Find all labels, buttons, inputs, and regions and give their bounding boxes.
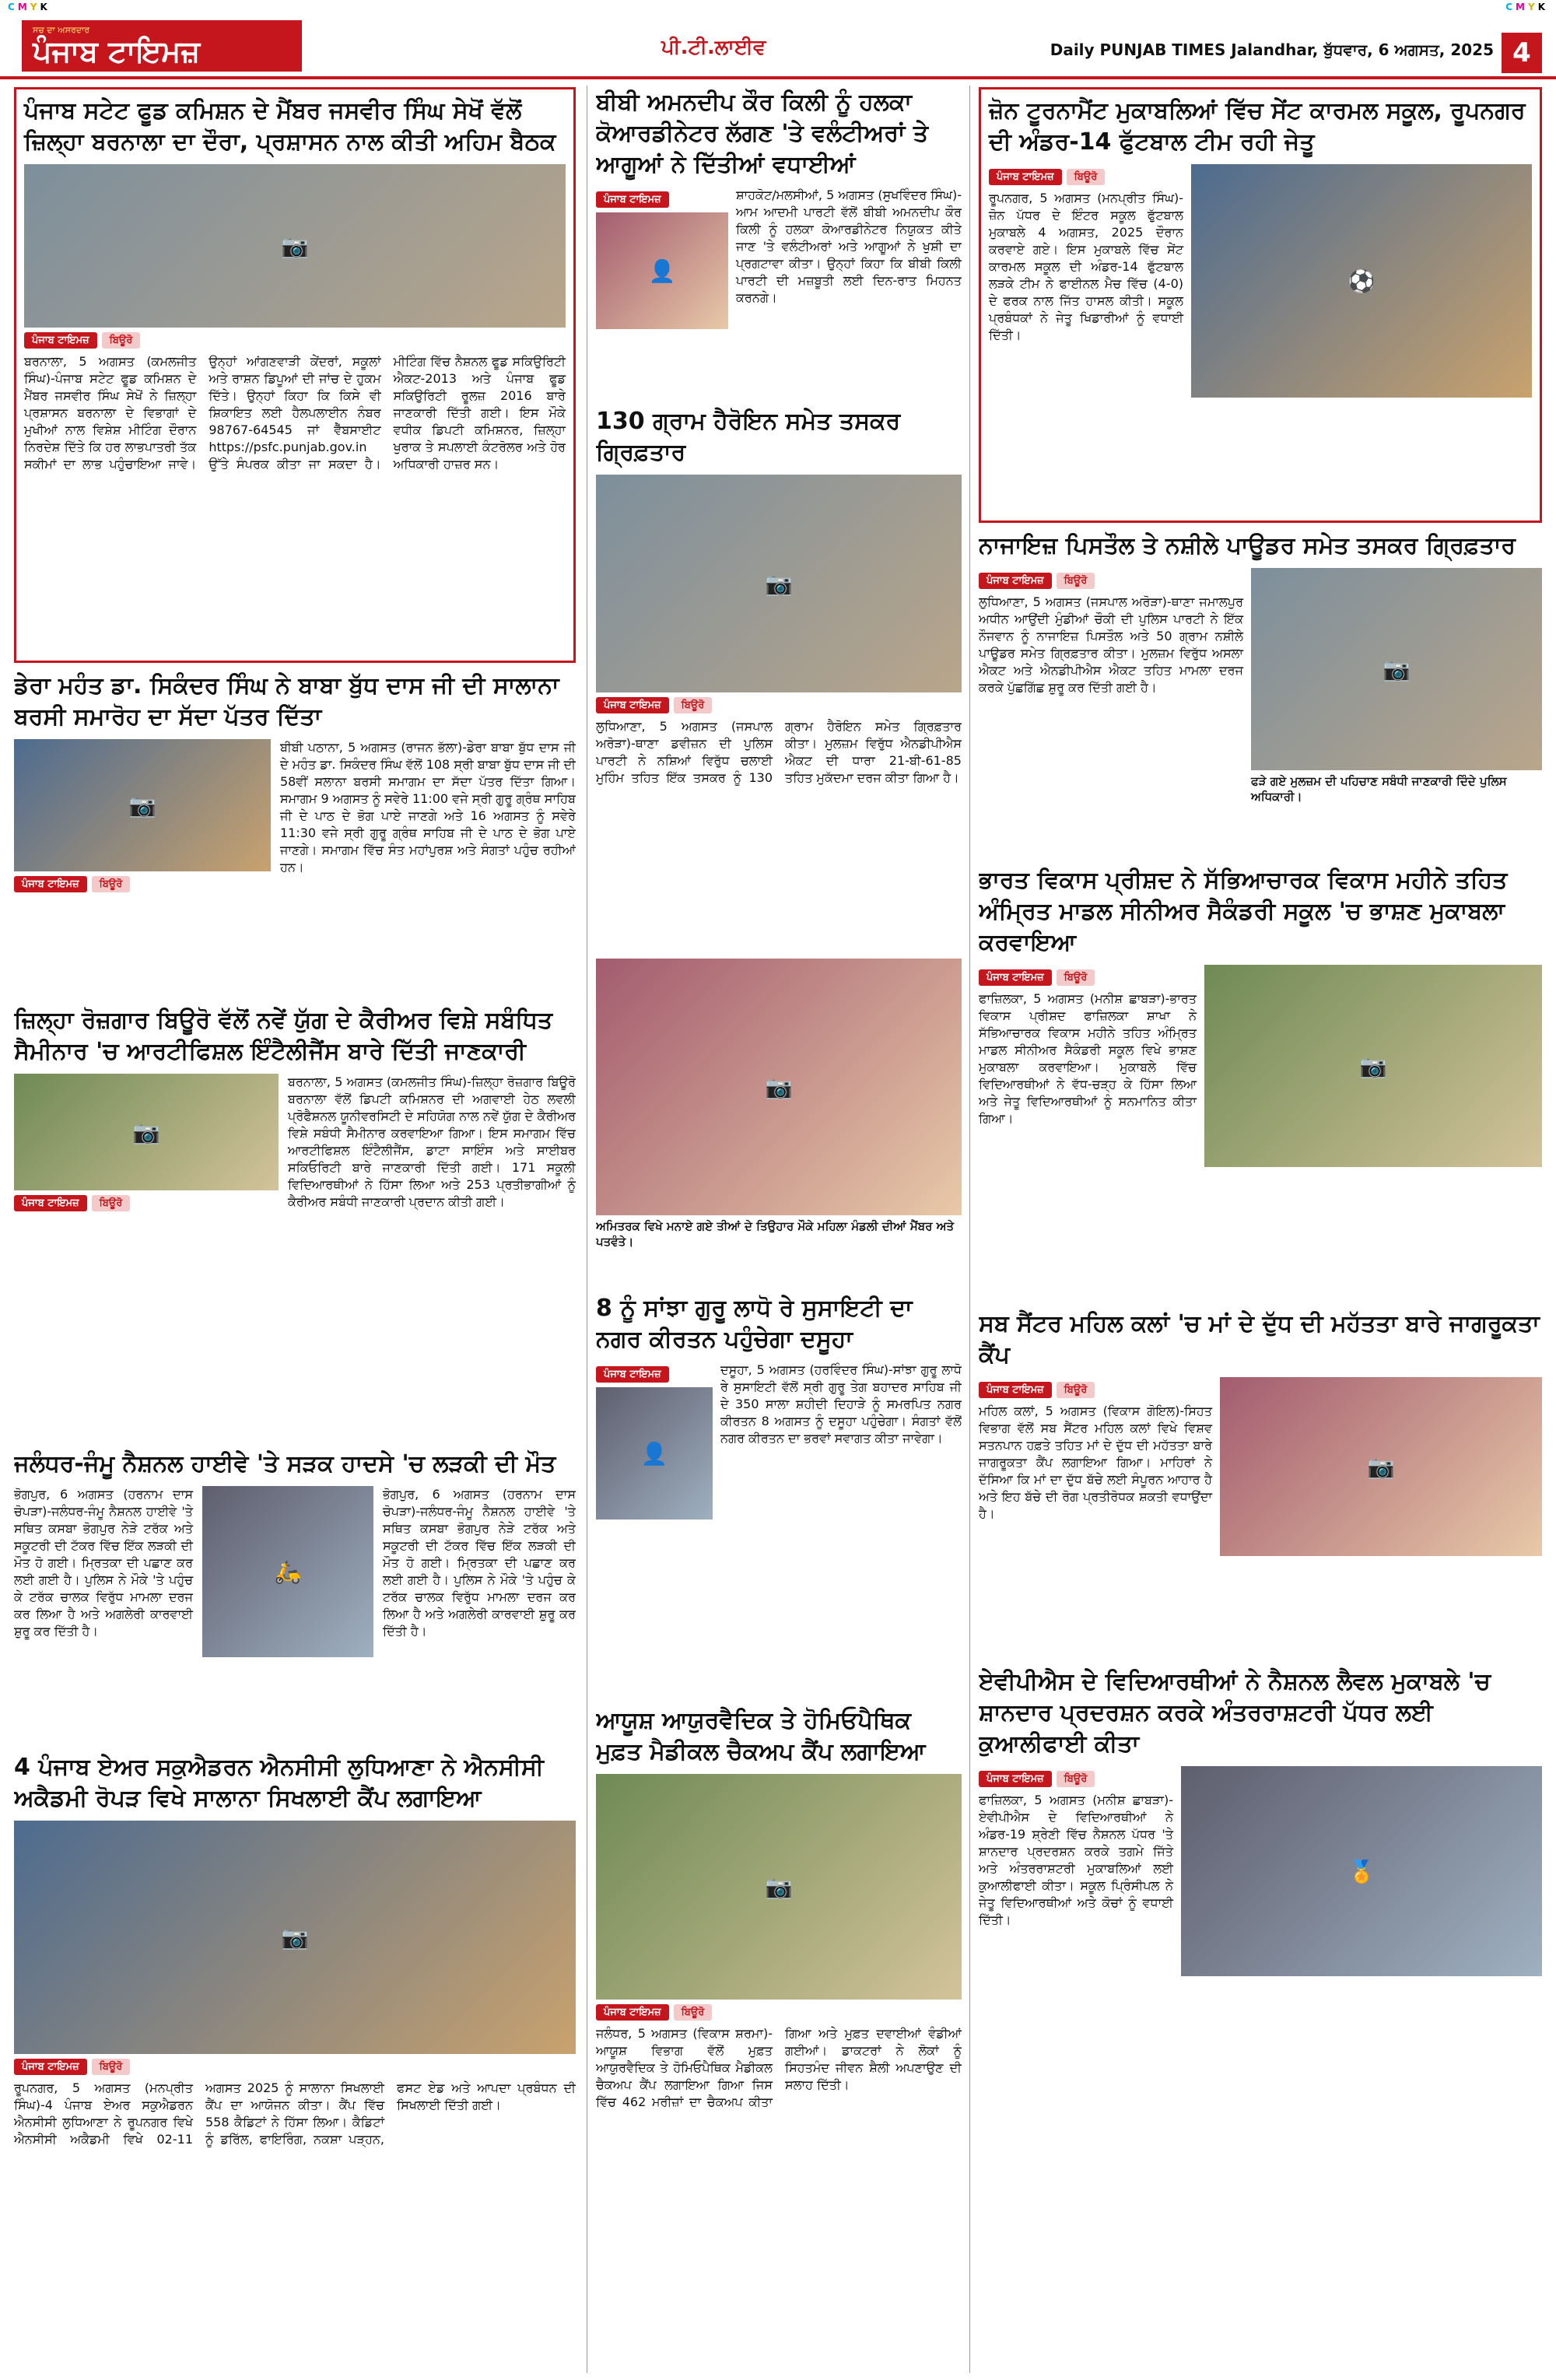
article-breastfeeding bbox=[979, 1309, 1542, 1659]
article-body-continued: ਭੋਗਪੁਰ, 6 ਅਗਸਤ (ਹਰਨਾਮ ਦਾਸ ਚੋਪੜਾ)-ਜਲੰਧਰ-ਜੰਮੂ ਨੈਸ਼ਨਲ ਹਾਈਵੇ 'ਤੇ ਸਥਿਤ ਕਸਬਾ ਭੋਗਪੁਰ ਨੇੜੇ ਟਰੱਕ ਅਤੇ ਸਕੂਟਰੀ ਦੀ ਟੱਕਰ ਵਿੱਚ ਇੱਕ ਲੜਕੀ ਦੀ ਮੌਤ ਹੋ ਗਈ। ਮ੍ਰਿਤਕਾ ਦੀ ਪਛਾਣ ਕਰ ਲਈ ਗਈ ਹੈ। ਪੁਲਿਸ ਨੇ ਮੌਕੇ 'ਤੇ ਪਹੁੰਚ ਕੇ ਟਰੱਕ ਚਾਲਕ ਵਿਰੁੱਧ ਮਾਮਲਾ ਦਰਜ ਕਰ ਲਿਆ ਹੈ ਅਤੇ ਅਗਲੇਰੀ ਕਾਰਵਾਈ ਸ਼ੁਰੂ ਕਰ ਦਿੱਤੀ ਹੈ। bbox=[383, 1487, 576, 1639]
headline: ਬੀਬੀ ਅਮਨਦੀਪ ਕੌਰ ਕਿਲੀ ਨੂੰ ਹਲਕਾ ਕੋਆਰਡੀਨੇਟਰ ਲੱਗਣ 'ਤੇ ਵਲੰਟੀਅਰਾਂ ਤੇ ਆਗੂਆਂ ਨੇ ਦਿੱਤੀਆਂ ਵਧਾਈਆਂ bbox=[596, 89, 929, 178]
medal-winners-photo: 🏅 bbox=[1181, 1766, 1542, 1976]
column-rule bbox=[969, 86, 970, 2373]
teeyan-festival-photo: 📷 bbox=[596, 959, 962, 1215]
byline: ਪੰਜਾਬ ਟਾਇਮਜ਼ ਬਿਊਰੋ bbox=[979, 969, 1197, 986]
portrait-photo: 👤 bbox=[596, 212, 728, 329]
headline: 4 ਪੰਜਾਬ ਏਅਰ ਸਕੁਐਡਰਨ ਐਨਸੀਸੀ ਲੁਧਿਆਣਾ ਨੇ ਐਨਸੀਸੀ ਅਕੈਡਮੀ ਰੋਪੜ ਵਿਖੇ ਸਾਲਾਨਾ ਸਿਖਲਾਈ ਕੈਂਪ ਲਗਾਇਆ bbox=[14, 1754, 544, 1812]
cmyk-marks-right: CMYK bbox=[1505, 2, 1548, 12]
students-photo: 📷 bbox=[1204, 965, 1542, 1167]
print-strip bbox=[0, 0, 1556, 14]
article-body: ਮਹਿਲ ਕਲਾਂ, 5 ਅਗਸਤ (ਵਿਕਾਸ ਗੋਇਲ)-ਸਿਹਤ ਵਿਭਾਗ ਵੱਲੋਂ ਸਬ ਸੈਂਟਰ ਮਹਿਲ ਕਲਾਂ ਵਿਖੇ ਵਿਸ਼ਵ ਸਤਨਪਾਨ ਹਫ਼ਤੇ ਤਹਿਤ ਮਾਂ ਦੇ ਦੁੱਧ ਦੀ ਮਹੱਤਤਾ ਬਾਰੇ ਜਾਗਰੂਕਤਾ ਕੈਂਪ ਲਗਾਇਆ ਗਿਆ। ਮਾਹਿਰਾਂ ਨੇ ਦੱਸਿਆ ਕਿ ਮਾਂ ਦਾ ਦੁੱਧ ਬੱਚੇ ਲਈ ਸੰਪੂਰਨ ਆਹਾਰ ਹੈ ਅਤੇ ਇਹ ਬੱਚੇ ਦੀ ਰੋਗ ਪ੍ਰਤੀਰੋਧਕ ਸ਼ਕਤੀ ਵਧਾਉਂਦਾ ਹੈ। bbox=[979, 1404, 1212, 1521]
police-photo: 📷 bbox=[1251, 568, 1542, 770]
article-food-commission bbox=[14, 87, 576, 663]
byline: ਪੰਜਾਬ ਟਾਇਮਜ਼ ਬਿਊਰੋ bbox=[14, 1195, 279, 1211]
article-body: ਰੂਪਨਗਰ, 5 ਅਗਸਤ (ਮਨਪ੍ਰੀਤ ਸਿੰਘ)-ਜ਼ੋਨ ਪੱਧਰ ਦੇ ਇੰਟਰ ਸਕੂਲ ਫੁੱਟਬਾਲ ਮੁਕਾਬਲੇ 4 ਅਗਸਤ, 2025 ਦੌਰਾਨ ਕਰਵਾਏ ਗਏ। ਇਸ ਮੁਕਾਬਲੇ ਵਿੱਚ ਸੇਂਟ ਕਾਰਮਲ ਸਕੂਲ ਦੀ ਅੰਡਰ-14 ਫੁੱਟਬਾਲ ਲੜਕੇ ਟੀਮ ਨੇ ਫਾਈਨਲ ਮੈਚ ਵਿੱਚ (4-0) ਦੇ ਫਰਕ ਨਾਲ ਜਿੱਤ ਹਾਸਲ ਕੀਤੀ। ਸਕੂਲ ਪ੍ਰਬੰਧਕਾਂ ਨੇ ਜੇਤੂ ਖਿਡਾਰੀਆਂ ਨੂੰ ਵਧਾਈ ਦਿੱਤੀ। bbox=[989, 191, 1183, 342]
article-career-seminar bbox=[14, 1005, 576, 1441]
news-photo: 📷 bbox=[24, 164, 566, 328]
headline: ਜਲੰਧਰ-ਜੰਮੂ ਨੈਸ਼ਨਲ ਹਾਈਵੇ 'ਤੇ ਸੜਕ ਹਾਦਸੇ 'ਚ ਲੜਕੀ ਦੀ ਮੌਤ bbox=[14, 1450, 556, 1477]
section-title: ਪੀ.ਟੀ.ਲਾਈਵ bbox=[661, 36, 766, 59]
headline: ਜ਼ੋਨ ਟੂਰਨਾਮੈਂਟ ਮੁਕਾਬਲਿਆਂ ਵਿੱਚ ਸੇਂਟ ਕਾਰਮਲ ਸਕੂਲ, ਰੂਪਨਗਰ ਦੀ ਅੰਡਰ-14 ਫੁੱਟਬਾਲ ਟੀਮ ਰਹੀ ਜੇਤੂ bbox=[989, 97, 1526, 156]
article-body: ਬਰਨਾਲਾ, 5 ਅਗਸਤ (ਕਮਲਜੀਤ ਸਿੰਘ)-ਪੰਜਾਬ ਸਟੇਟ ਫੂਡ ਕਮਿਸ਼ਨ ਦੇ ਮੈਂਬਰ ਜਸਵੀਰ ਸਿੰਘ ਸੇਖੋਂ ਨੇ ਜ਼ਿਲ੍ਹਾ ਪ੍ਰਸ਼ਾਸਨ ਬਰਨਾਲਾ ਦੇ ਵਿਭਾਗਾਂ ਦੇ ਮੁਖੀਆਂ ਨਾਲ ਵਿਸ਼ੇਸ਼ ਮੀਟਿੰਗ ਦੌਰਾਨ ਨਿਰਦੇਸ਼ ਦਿੱਤੇ ਕਿ ਹਰ ਲਾਭਪਾਤਰੀ ਤੱਕ ਸਕੀਮਾਂ ਦਾ ਲਾਭ ਪਹੁੰਚਾਇਆ ਜਾਵੇ। ਉਨ੍ਹਾਂ ਆਂਗਣਵਾੜੀ ਕੇਂਦਰਾਂ, ਸਕੂਲਾਂ ਅਤੇ ਰਾਸ਼ਨ ਡਿਪੂਆਂ ਦੀ ਜਾਂਚ ਦੇ ਹੁਕਮ ਦਿੱਤੇ। ਉਨ੍ਹਾਂ ਕਿਹਾ ਕਿ ਕਿਸੇ ਵੀ ਸ਼ਿਕਾਇਤ ਲਈ ਹੈਲਪਲਾਈਨ ਨੰਬਰ 98767-64545 ਜਾਂ ਵੈੱਬਸਾਈਟ https://psfc.punjab.gov.in ਉੱਤੇ ਸੰਪਰਕ ਕੀਤਾ ਜਾ ਸਕਦਾ ਹੈ। ਮੀਟਿੰਗ ਵਿੱਚ ਨੈਸ਼ਨਲ ਫੂਡ ਸਕਿਉਰਿਟੀ ਐਕਟ-2013 ਅਤੇ ਪੰਜਾਬ ਫੂਡ ਸਕਿਉਰਿਟੀ ਰੂਲਜ਼ 2016 ਬਾਰੇ ਜਾਣਕਾਰੀ ਦਿੱਤੀ ਗਈ। ਇਸ ਮੌਕੇ ਵਧੀਕ ਡਿਪਟੀ ਕਮਿਸ਼ਨਰ, ਜ਼ਿਲ੍ਹਾ ਖੁਰਾਕ ਤੇ ਸਪਲਾਈ ਕੰਟਰੋਲਰ ਅਤੇ ਹੋਰ ਅਧਿਕਾਰੀ ਹਾਜ਼ਰ ਸਨ। bbox=[24, 354, 566, 471]
article-ayush-camp bbox=[596, 1705, 962, 2375]
article-ncc-camp bbox=[14, 1752, 576, 2375]
masthead bbox=[0, 16, 1556, 79]
football-team-photo: ⚽ bbox=[1191, 164, 1532, 398]
news-photo: 📷 bbox=[14, 739, 271, 871]
article-body: ਬੀਬੀ ਪਠਾਨਾ, 5 ਅਗਸਤ (ਰਾਜਨ ਭੱਲਾ)-ਡੇਰਾ ਬਾਬਾ ਬੁੱਧ ਦਾਸ ਜੀ ਦੇ ਮਹੰਤ ਡਾ. ਸਿਕੰਦਰ ਸਿੰਘ ਵੱਲੋਂ 108 ਸ੍ਰੀ ਬਾਬਾ ਬੁੱਧ ਦਾਸ ਜੀ ਦੀ 58ਵੀਂ ਸਲਾਨਾ ਬਰਸੀ ਸਮਾਗਮ ਦਾ ਸੱਦਾ ਪੱਤਰ ਦਿੱਤਾ ਗਿਆ। ਸਮਾਗਮ 9 ਅਗਸਤ ਨੂੰ ਸਵੇਰੇ 11:00 ਵਜੇ ਸ੍ਰੀ ਗੁਰੂ ਗ੍ਰੰਥ ਸਾਹਿਬ ਜੀ ਦੇ ਪਾਠ ਦੇ ਭੋਗ ਪਾਏ ਜਾਣਗੇ ਅਤੇ 16 ਅਗਸਤ ਨੂੰ ਸਵੇਰੇ 11:30 ਵਜੇ ਸ੍ਰੀ ਗੁਰੂ ਗ੍ਰੰਥ ਸਾਹਿਬ ਜੀ ਦੇ ਪਾਠ ਦੇ ਭੋਗ ਪਾਏ ਜਾਣਗੇ। ਸਮਾਗਮ ਵਿੱਚ ਸੰਤ ਮਹਾਂਪੁਰਸ਼ ਅਤੇ ਸੰਗਤਾਂ ਪਹੁੰਚ ਰਹੀਆਂ ਹਨ। bbox=[280, 740, 576, 875]
article-body: ਦਸੂਹਾ, 5 ਅਗਸਤ (ਹਰਵਿੰਦਰ ਸਿੰਘ)-ਸਾਂਝਾ ਗੁਰੂ ਲਾਧੋ ਰੇ ਸੁਸਾਇਟੀ ਵੱਲੋਂ ਸ੍ਰੀ ਗੁਰੂ ਤੇਗ ਬਹਾਦਰ ਸਾਹਿਬ ਜੀ ਦੇ 350 ਸਾਲਾ ਸ਼ਹੀਦੀ ਦਿਹਾੜੇ ਨੂੰ ਸਮਰਪਿਤ ਨਗਰ ਕੀਰਤਨ 8 ਅਗਸਤ ਨੂੰ ਦਸੂਹਾ ਪਹੁੰਚੇਗਾ। ਸੰਗਤਾਂ ਵੱਲੋਂ ਨਗਰ ਕੀਰਤਨ ਦਾ ਭਰਵਾਂ ਸਵਾਗਤ ਕੀਤਾ ਜਾਵੇਗਾ। bbox=[720, 1362, 962, 1446]
logo-name: ਪੰਜਾਬ ਟਾਇਮਜ਼ bbox=[33, 34, 201, 68]
accident-photo: 🛵 bbox=[202, 1486, 373, 1657]
article-highway-accident bbox=[14, 1449, 576, 1744]
logo-tagline: ਸਚ ਦਾ ਅਸਰਦਾਰ bbox=[33, 25, 90, 35]
article-body: ਲੁਧਿਆਣਾ, 5 ਅਗਸਤ (ਜਸਪਾਲ ਅਰੋੜਾ)-ਥਾਣਾ ਜਮਾਲਪੁਰ ਅਧੀਨ ਆਉਂਦੀ ਮੁੰਡੀਆਂ ਚੌਕੀ ਦੀ ਪੁਲਿਸ ਪਾਰਟੀ ਨੇ ਇੱਕ ਨੌਜਵਾਨ ਨੂੰ ਨਾਜਾਇਜ਼ ਪਿਸਤੌਲ ਅਤੇ 50 ਗ੍ਰਾਮ ਨਸ਼ੀਲੇ ਪਾਊਡਰ ਸਮੇਤ ਗ੍ਰਿਫ਼ਤਾਰ ਕੀਤਾ। ਮੁਲਜ਼ਮ ਵਿਰੁੱਧ ਅਸਲਾ ਐਕਟ ਅਤੇ ਐਨਡੀਪੀਐਸ ਐਕਟ ਤਹਿਤ ਮਾਮਲਾ ਦਰਜ ਕਰਕੇ ਪੁੱਛਗਿੱਛ ਸ਼ੁਰੂ ਕਰ ਦਿੱਤੀ ਗਈ ਹੈ। bbox=[979, 594, 1243, 695]
article-pistol bbox=[979, 531, 1542, 857]
article-body: ਲੁਧਿਆਣਾ, 5 ਅਗਸਤ (ਜਸਪਾਲ ਅਰੋੜਾ)-ਥਾਣਾ ਡਵੀਜ਼ਨ ਦੀ ਪੁਲਿਸ ਪਾਰਟੀ ਨੇ ਨਸ਼ਿਆਂ ਵਿਰੁੱਧ ਚਲਾਈ ਮੁਹਿੰਮ ਤਹਿਤ ਇੱਕ ਤਸਕਰ ਨੂੰ 130 ਗ੍ਰਾਮ ਹੈਰੋਇਨ ਸਮੇਤ ਗ੍ਰਿਫ਼ਤਾਰ ਕੀਤਾ। ਮੁਲਜ਼ਮ ਵਿਰੁੱਧ ਐਨਡੀਪੀਐਸ ਐਕਟ ਦੀ ਧਾਰਾ 21-ਬੀ-61-85 ਤਹਿਤ ਮੁਕੱਦਮਾ ਦਰਜ ਕੀਤਾ ਗਿਆ ਹੈ। bbox=[596, 719, 962, 785]
article-dera-mahant bbox=[14, 671, 576, 997]
ncc-cadets-photo: 📷 bbox=[14, 1821, 576, 2054]
byline: ਪੰਜਾਬ ਟਾਇਮਜ਼ ਬਿਊਰੋ bbox=[596, 2004, 962, 2021]
byline: ਪੰਜਾਬ ਟਾਇਮਜ਼ ਬਿਊਰੋ bbox=[14, 2059, 576, 2075]
headline: ਡੇਰਾ ਮਹੰਤ ਡਾ. ਸਿਕੰਦਰ ਸਿੰਘ ਨੇ ਬਾਬਾ ਬੁੱਧ ਦਾਸ ਜੀ ਦੀ ਸਾਲਾਨਾ ਬਰਸੀ ਸਮਾਰੋਹ ਦਾ ਸੱਦਾ ਪੱਤਰ ਦਿੱਤਾ bbox=[14, 672, 559, 731]
article-body: ਜਲੰਧਰ, 5 ਅਗਸਤ (ਵਿਕਾਸ ਸ਼ਰਮਾ)-ਆਯੂਸ਼ ਵਿਭਾਗ ਵੱਲੋਂ ਮੁਫ਼ਤ ਆਯੁਰਵੈਦਿਕ ਤੇ ਹੋਮਿਓਪੈਥਿਕ ਮੈਡੀਕਲ ਚੈਕਅਪ ਕੈਂਪ ਲਗਾਇਆ ਗਿਆ ਜਿਸ ਵਿੱਚ 462 ਮਰੀਜ਼ਾਂ ਦਾ ਚੈਕਅਪ ਕੀਤਾ ਗਿਆ ਅਤੇ ਮੁਫ਼ਤ ਦਵਾਈਆਂ ਵੰਡੀਆਂ ਗਈਆਂ। ਡਾਕਟਰਾਂ ਨੇ ਲੋਕਾਂ ਨੂੰ ਸਿਹਤਮੰਦ ਜੀਵਨ ਸ਼ੈਲੀ ਅਪਣਾਉਣ ਦੀ ਸਲਾਹ ਦਿੱਤੀ। bbox=[596, 2026, 962, 2109]
headline: ਸਬ ਸੈਂਟਰ ਮਹਿਲ ਕਲਾਂ 'ਚ ਮਾਂ ਦੇ ਦੁੱਧ ਦੀ ਮਹੱਤਤਾ ਬਾਰੇ ਜਾਗਰੂਕਤਾ ਕੈਂਪ bbox=[979, 1310, 1540, 1369]
article-valentines bbox=[596, 87, 962, 398]
photo-caption: ਫੜੇ ਗਏ ਮੁਲਜ਼ਮ ਦੀ ਪਹਿਚਾਣ ਸਬੰਧੀ ਜਾਣਕਾਰੀ ਦਿੰਦੇ ਪੁਲਿਸ ਅਧਿਕਾਰੀ। bbox=[1251, 774, 1507, 804]
headline: ਜ਼ਿਲ੍ਹਾ ਰੋਜ਼ਗਾਰ ਬਿਊਰੋ ਵੱਲੋਂ ਨਵੇਂ ਯੁੱਗ ਦੇ ਕੈਰੀਅਰ ਵਿਸ਼ੇ ਸਬੰਧਿਤ ਸੈਮੀਨਾਰ 'ਚ ਆਰਟੀਫਿਸ਼ਲ ਇੰਟੈਲੀਜੈਂਸ ਬਾਰੇ ਦਿੱਤੀ ਜਾਣਕਾਰੀ bbox=[14, 1007, 553, 1065]
cmyk-marks-left: CMYK bbox=[8, 2, 51, 12]
headline: ਭਾਰਤ ਵਿਕਾਸ ਪ੍ਰੀਸ਼ਦ ਨੇ ਸੱਭਿਆਚਾਰਕ ਵਿਕਾਸ ਮਹੀਨੇ ਤਹਿਤ ਅੰਮ੍ਰਿਤ ਮਾਡਲ ਸੀਨੀਅਰ ਸੈਕੰਡਰੀ ਸਕੂਲ 'ਚ ਭਾਸ਼ਣ ਮੁਕਾਬਲਾ ਕਰਵਾਇਆ bbox=[979, 867, 1508, 956]
news-photo: 📷 bbox=[14, 1074, 279, 1190]
article-gurpurab bbox=[596, 1293, 962, 1698]
photo-caption: ਅਮਿਤਰਕ ਵਿਖੇ ਮਨਾਏ ਗਏ ਤੀਆਂ ਦੇ ਤਿਉਹਾਰ ਮੌਕੇ ਮਹਿਲਾ ਮੰਡਲੀ ਦੀਆਂ ਮੈਂਬਰ ਅਤੇ ਪਤਵੰਤੇ। bbox=[596, 1219, 955, 1249]
byline: ਪੰਜਾਬ ਟਾਇਮਜ਼ ਬਿਊਰੋ bbox=[989, 169, 1183, 185]
article-football bbox=[979, 87, 1542, 523]
article-dps-students bbox=[979, 1667, 1542, 2375]
byline: ਪੰਜਾਬ ਟਾਇਮਜ਼ ਬਿਊਰੋ bbox=[979, 1382, 1212, 1398]
page-number: 4 bbox=[1502, 33, 1542, 73]
police-photo: 📷 bbox=[596, 475, 962, 692]
article-body: ਬਰਨਾਲਾ, 5 ਅਗਸਤ (ਕਮਲਜੀਤ ਸਿੰਘ)-ਜ਼ਿਲ੍ਹਾ ਰੋਜ਼ਗਾਰ ਬਿਊਰੋ ਬਰਨਾਲਾ ਵੱਲੋਂ ਡਿਪਟੀ ਕਮਿਸ਼ਨਰ ਦੀ ਅਗਵਾਈ ਹੇਠ ਲਵਲੀ ਪ੍ਰੋਫੈਸ਼ਨਲ ਯੂਨੀਵਰਸਿਟੀ ਦੇ ਸਹਿਯੋਗ ਨਾਲ ਨਵੇਂ ਯੁੱਗ ਦੇ ਕੈਰੀਅਰ ਵਿਸ਼ੇ ਸਬੰਧੀ ਸੈਮੀਨਾਰ ਕਰਵਾਇਆ ਗਿਆ। ਇਸ ਸਮਾਗਮ ਵਿੱਚ ਆਰਟੀਫਿਸ਼ਲ ਇੰਟੈਲੀਜੈਂਸ, ਡਾਟਾ ਸਾਇੰਸ ਅਤੇ ਸਾਈਬਰ ਸਕਿਓਰਿਟੀ ਬਾਰੇ ਜਾਣਕਾਰੀ ਦਿੱਤੀ ਗਈ। 171 ਸਕੂਲੀ ਵਿਦਿਆਰਥੀਆਂ ਨੇ ਹਿੱਸਾ ਲਿਆ ਅਤੇ 253 ਪ੍ਰਤੀਭਾਗੀਆਂ ਨੂੰ ਕੈਰੀਅਰ ਸਬੰਧੀ ਜਾਣਕਾਰੀ ਪ੍ਰਦਾਨ ਕੀਤੀ ਗਈ। bbox=[288, 1074, 576, 1209]
headline: ਪੰਜਾਬ ਸਟੇਟ ਫੂਡ ਕਮਿਸ਼ਨ ਦੇ ਮੈਂਬਰ ਜਸਵੀਰ ਸਿੰਘ ਸੇਖੋਂ ਵੱਲੋਂ ਜ਼ਿਲ੍ਹਾ ਬਰਨਾਲਾ ਦਾ ਦੌਰਾ, ਪ੍ਰਸ਼ਾਸਨ ਨਾਲ ਕੀਤੀ ਅਹਿਮ ਬੈਠਕ bbox=[24, 97, 556, 156]
newspaper-logo bbox=[22, 20, 302, 72]
byline: ਪੰਜਾਬ ਟਾਇਮਜ਼ ਬਿਊਰੋ bbox=[14, 876, 271, 892]
byline: ਪੰਜਾਬ ਟਾਇਮਜ਼ ਬਿਊਰੋ bbox=[979, 573, 1243, 589]
portrait-photo: 👤 bbox=[596, 1387, 713, 1519]
awareness-camp-photo: 📷 bbox=[1220, 1377, 1542, 1556]
dateline: Daily PUNJAB TIMES Jalandhar, ਬੁੱਧਵਾਰ, 6 ਅਗਸਤ, 2025 bbox=[1050, 40, 1494, 59]
byline: ਪੰਜਾਬ ਟਾਇਮਜ਼ ਬਿਊਰੋ bbox=[596, 697, 962, 713]
headline: 130 ਗ੍ਰਾਮ ਹੈਰੋਇਨ ਸਮੇਤ ਤਸਕਰ ਗ੍ਰਿਫ਼ਤਾਰ bbox=[596, 408, 901, 466]
headline: ਨਾਜਾਇਜ਼ ਪਿਸਤੌਲ ਤੇ ਨਸ਼ੀਲੇ ਪਾਊਡਰ ਸਮੇਤ ਤਸਕਰ ਗ੍ਰਿਫ਼ਤਾਰ bbox=[979, 532, 1516, 559]
byline: ਪੰਜਾਬ ਟਾਇਮਜ਼ bbox=[596, 191, 728, 208]
headline: 8 ਨੂੰ ਸਾਂਝਾ ਗੁਰੂ ਲਾਧੋ ਰੇ ਸੁਸਾਇਟੀ ਦਾ ਨਗਰ ਕੀਰਤਨ ਪਹੁੰਚੇਗਾ ਦਸੂਹਾ bbox=[596, 1295, 913, 1353]
headline: ਏਵੀਪੀਐਸ ਦੇ ਵਿਦਿਆਰਥੀਆਂ ਨੇ ਨੈਸ਼ਨਲ ਲੈਵਲ ਮੁਕਾਬਲੇ 'ਚ ਸ਼ਾਨਦਾਰ ਪ੍ਰਦਰਸ਼ਨ ਕਰਕੇ ਅੰਤਰਰਾਸ਼ਟਰੀ ਪੱਧਰ ਲਈ ਕੁਆਲੀਫਾਈ ਕੀਤਾ bbox=[979, 1668, 1491, 1758]
article-body: ਫਾਜ਼ਿਲਕਾ, 5 ਅਗਸਤ (ਮਨੀਸ਼ ਛਾਬੜਾ)-ਭਾਰਤ ਵਿਕਾਸ ਪ੍ਰੀਸ਼ਦ ਫਾਜ਼ਿਲਕਾ ਸ਼ਾਖਾ ਨੇ ਸੱਭਿਆਚਾਰਕ ਵਿਕਾਸ ਮਹੀਨੇ ਤਹਿਤ ਅੰਮ੍ਰਿਤ ਮਾਡਲ ਸੀਨੀਅਰ ਸੈਕੰਡਰੀ ਸਕੂਲ ਵਿਖੇ ਭਾਸ਼ਣ ਮੁਕਾਬਲਾ ਕਰਵਾਇਆ। ਮੁਕਾਬਲੇ ਵਿੱਚ ਵਿਦਿਆਰਥੀਆਂ ਨੇ ਵੱਧ-ਚੜ੍ਹ ਕੇ ਹਿੱਸਾ ਲਿਆ ਅਤੇ ਜੇਤੂ ਵਿਦਿਆਰਥੀਆਂ ਨੂੰ ਸਨਮਾਨਿਤ ਕੀਤਾ ਗਿਆ। bbox=[979, 991, 1197, 1126]
article-body: ਰੂਪਨਗਰ, 5 ਅਗਸਤ (ਮਨਪ੍ਰੀਤ ਸਿੰਘ)-4 ਪੰਜਾਬ ਏਅਰ ਸਕੁਐਡਰਨ ਐਨਸੀਸੀ ਲੁਧਿਆਣਾ ਨੇ ਰੂਪਨਗਰ ਵਿਖੇ ਐਨਸੀਸੀ ਅਕੈਡਮੀ ਵਿਖੇ 02-11 ਅਗਸਤ 2025 ਨੂੰ ਸਾਲਾਨਾ ਸਿਖਲਾਈ ਕੈਂਪ ਦਾ ਆਯੋਜਨ ਕੀਤਾ। ਕੈਂਪ ਵਿੱਚ 558 ਕੈਡਿਟਾਂ ਨੇ ਹਿੱਸਾ ਲਿਆ। ਕੈਡਿਟਾਂ ਨੂੰ ਡਰਿੱਲ, ਫਾਇਰਿੰਗ, ਨਕਸ਼ਾ ਪੜ੍ਹਨ, ਫਸਟ ਏਡ ਅਤੇ ਆਪਦਾ ਪ੍ਰਬੰਧਨ ਦੀ ਸਿਖਲਾਈ ਦਿੱਤੀ ਗਈ। bbox=[14, 2080, 576, 2147]
article-body: ਭੋਗਪੁਰ, 6 ਅਗਸਤ (ਹਰਨਾਮ ਦਾਸ ਚੋਪੜਾ)-ਜਲੰਧਰ-ਜੰਮੂ ਨੈਸ਼ਨਲ ਹਾਈਵੇ 'ਤੇ ਸਥਿਤ ਕਸਬਾ ਭੋਗਪੁਰ ਨੇੜੇ ਟਰੱਕ ਅਤੇ ਸਕੂਟਰੀ ਦੀ ਟੱਕਰ ਵਿੱਚ ਇੱਕ ਲੜਕੀ ਦੀ ਮੌਤ ਹੋ ਗਈ। ਮ੍ਰਿਤਕਾ ਦੀ ਪਛਾਣ ਕਰ ਲਈ ਗਈ ਹੈ। ਪੁਲਿਸ ਨੇ ਮੌਕੇ 'ਤੇ ਪਹੁੰਚ ਕੇ ਟਰੱਕ ਚਾਲਕ ਵਿਰੁੱਧ ਮਾਮਲਾ ਦਰਜ ਕਰ ਲਿਆ ਹੈ ਅਤੇ ਅਗਲੇਰੀ ਕਾਰਵਾਈ ਸ਼ੁਰੂ ਕਰ ਦਿੱਤੀ ਹੈ। bbox=[14, 1487, 193, 1639]
article-speech-contest bbox=[979, 865, 1542, 1301]
byline: ਪੰਜਾਬ ਟਾਇਮਜ਼ ਬਿਊਰੋ bbox=[979, 1771, 1173, 1787]
byline: ਪੰਜਾਬ ਟਾਇਮਜ਼ bbox=[596, 1366, 713, 1383]
medical-camp-photo: 📷 bbox=[596, 1774, 962, 2000]
headline: ਆਯੂਸ਼ ਆਯੁਰਵੈਦਿਕ ਤੇ ਹੋਮਿਓਪੈਥਿਕ ਮੁਫ਼ਤ ਮੈਡੀਕਲ ਚੈਕਅਪ ਕੈਂਪ ਲਗਾਇਆ bbox=[596, 1707, 926, 1765]
article-body: ਫਾਜ਼ਿਲਕਾ, 5 ਅਗਸਤ (ਮਨੀਸ਼ ਛਾਬੜਾ)-ਏਵੀਪੀਐਸ ਦੇ ਵਿਦਿਆਰਥੀਆਂ ਨੇ ਅੰਡਰ-19 ਸ਼੍ਰੇਣੀ ਵਿੱਚ ਨੈਸ਼ਨਲ ਪੱਧਰ 'ਤੇ ਸ਼ਾਨਦਾਰ ਪ੍ਰਦਰਸ਼ਨ ਕਰਕੇ ਤਗਮੇ ਜਿੱਤੇ ਅਤੇ ਅੰਤਰਰਾਸ਼ਟਰੀ ਮੁਕਾਬਲਿਆਂ ਲਈ ਕੁਆਲੀਫਾਈ ਕੀਤਾ। ਸਕੂਲ ਪ੍ਰਿੰਸੀਪਲ ਨੇ ਜੇਤੂ ਵਿਦਿਆਰਥੀਆਂ ਅਤੇ ਕੋਚਾਂ ਨੂੰ ਵਧਾਈ ਦਿੱਤੀ। bbox=[979, 1793, 1173, 1927]
byline: ਪੰਜਾਬ ਟਾਇਮਜ਼ ਬਿਊਰੋ bbox=[24, 332, 566, 349]
article-heroin bbox=[596, 406, 962, 951]
article-body: ਸ਼ਾਹਕੋਟ/ਮਲਸੀਆਂ, 5 ਅਗਸਤ (ਸੁਖਵਿੰਦਰ ਸਿੰਘ)-ਆਮ ਆਦਮੀ ਪਾਰਟੀ ਵੱਲੋਂ ਬੀਬੀ ਅਮਨਦੀਪ ਕੌਰ ਕਿਲੀ ਨੂੰ ਹਲਕਾ ਕੋਆਰਡੀਨੇਟਰ ਨਿਯੁਕਤ ਕੀਤੇ ਜਾਣ 'ਤੇ ਵਲੰਟੀਅਰਾਂ ਅਤੇ ਆਗੂਆਂ ਨੇ ਖੁਸ਼ੀ ਦਾ ਪ੍ਰਗਟਾਵਾ ਕੀਤਾ। ਉਨ੍ਹਾਂ ਕਿਹਾ ਕਿ ਬੀਬੀ ਕਿਲੀ ਪਾਰਟੀ ਦੀ ਮਜ਼ਬੂਤੀ ਲਈ ਦਿਨ-ਰਾਤ ਮਿਹਨਤ ਕਰਨਗੇ। bbox=[736, 188, 962, 305]
teeyan-photo-block bbox=[596, 959, 962, 1285]
